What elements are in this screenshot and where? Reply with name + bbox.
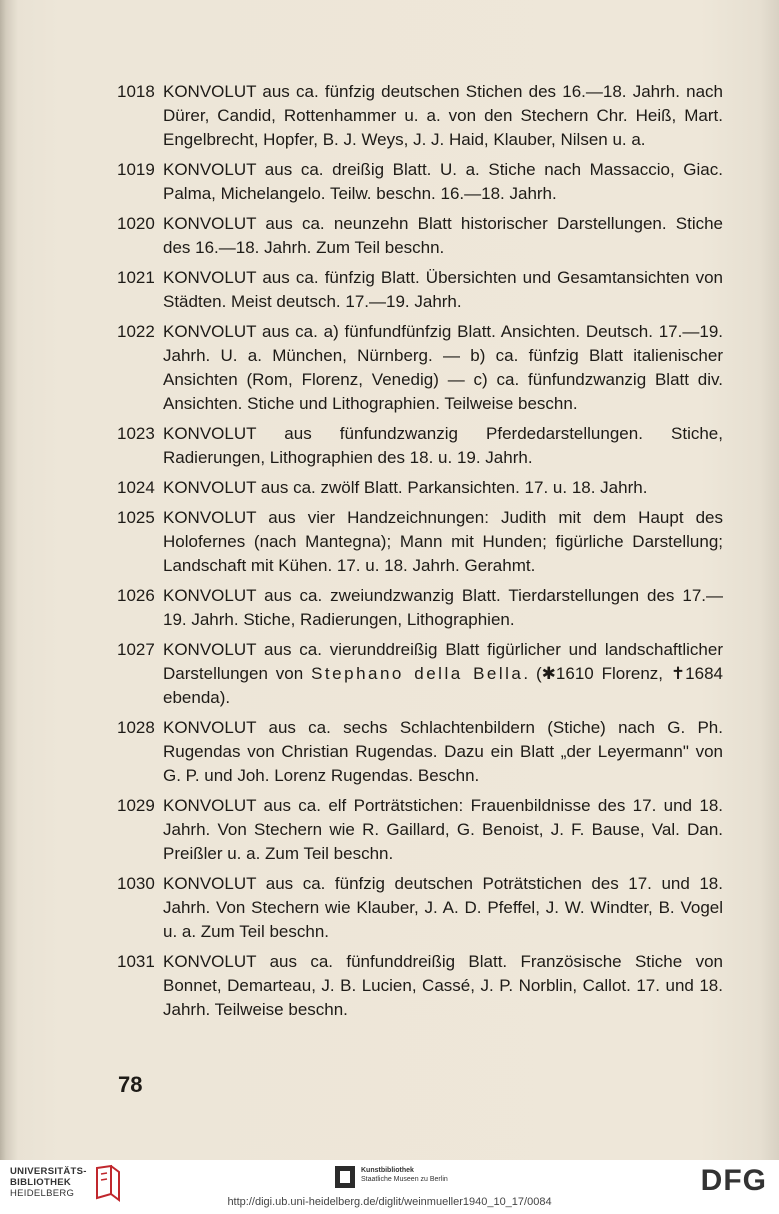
lot-number: 1031 bbox=[117, 952, 155, 971]
lot-number: 1025 bbox=[117, 508, 155, 527]
lot-description: KONVOLUT aus ca. fünfunddreißig Blatt. Französische Stiche von Bonnet, Demarteau, J. B. Lucien, Cassé, J. P. Norblin, Callot. 17. und 18. Jahrh. Teilweise beschn. bbox=[163, 952, 723, 1019]
lot-description: KONVOLUT aus ca. neunzehn Blatt historischer Darstellungen. Stiche des 16.—18. Jahrh. Zum Teil beschn. bbox=[163, 214, 723, 257]
catalog-entry bbox=[117, 476, 723, 500]
lot-number: 1024 bbox=[117, 478, 155, 497]
page-number: 78 bbox=[118, 1072, 143, 1097]
catalog-entry bbox=[117, 872, 723, 944]
catalog-entry bbox=[117, 158, 723, 206]
lot-description: KONVOLUT aus ca. a) fünfundfünfzig Blatt. Ansichten. Deutsch. 17.—19. Jahrh. U. a. München, Nürnberg. — b) ca. fünfzig Blatt italienischer Ansichten (Rom, Florenz, Venedig) — c) ca. fünfundzwanzig Blatt div. Ansichten. Stiche und Lithographien. Teilweise beschn. bbox=[163, 322, 723, 413]
lot-description: KONVOLUT aus ca. elf Porträtstichen: Frauenbildnisse des 17. und 18. Jahrh. Von Stechern wie R. Gaillard, G. Benoist, J. F. Bause, Val. Dan. Preißler u. a. Zum Teil beschn. bbox=[163, 796, 723, 863]
catalog-entry bbox=[117, 80, 723, 152]
catalog-entry bbox=[117, 950, 723, 1022]
catalog-entry bbox=[117, 266, 723, 314]
artist-name: Stephano della Bella bbox=[311, 664, 524, 683]
lot-description: KONVOLUT aus vier Handzeichnungen: Judith mit dem Haupt des Holofernes (nach Mantegna); Mann mit Hunden; figürliche Darstellung; Landschaft mit Kühen. 17. u. 18. Jahrh. Gerahmt. bbox=[163, 508, 723, 575]
ub-line1: UNIVERSITÄTS- bbox=[10, 1166, 87, 1177]
lot-description-pre: KONVOLUT aus ca. vierunddreißig Blatt figürlicher und landschaftlicher Darstellungen von bbox=[163, 640, 723, 683]
kunstbibliothek-logo[interactable] bbox=[335, 1166, 448, 1188]
lot-number: 1020 bbox=[117, 214, 155, 233]
lot-number: 1030 bbox=[117, 874, 155, 893]
catalog-entries bbox=[117, 80, 723, 1028]
catalog-entry bbox=[117, 794, 723, 866]
lot-description: KONVOLUT aus ca. zwölf Blatt. Parkansichten. 17. u. 18. Jahrh. bbox=[163, 478, 648, 497]
kb-line1: Kunstbibliothek bbox=[361, 1167, 414, 1174]
catalog-entry bbox=[117, 506, 723, 578]
lot-description: KONVOLUT aus ca. zweiundzwanzig Blatt. Tierdarstellungen des 17.—19. Jahrh. Stiche, Radierungen, Lithographien. bbox=[163, 586, 723, 629]
lot-description: KONVOLUT aus ca. fünfzig Blatt. Übersichten und Gesamtansichten von Städten. Meist deutsch. 17.—19. Jahrh. bbox=[163, 268, 723, 311]
lot-description: KONVOLUT aus ca. sechs Schlachtenbildern (Stiche) nach G. Ph. Rugendas von Christian Rugendas. Dazu ein Blatt „der Leyermann" von G. P. und Joh. Lorenz Rugendas. Beschn. bbox=[163, 718, 723, 785]
lot-description-post: . (✱1610 Florenz, ✝1684 ebenda). bbox=[163, 664, 723, 707]
kunstbibliothek-icon bbox=[335, 1166, 355, 1188]
ub-line3: HEIDELBERG bbox=[10, 1188, 75, 1199]
catalog-entry bbox=[117, 320, 723, 416]
permalink[interactable]: http://digi.ub.uni-heidelberg.de/diglit/weinmueller1940_10_17/0084 bbox=[227, 1196, 552, 1208]
lot-description: KONVOLUT aus ca. fünfzig deutschen Stichen des 16.—18. Jahrh. nach Dürer, Candid, Rottenhammer u. a. von den Stechern Chr. Heiß, Mart. Engelbrecht, Hopfer, B. J. Weys, J. J. Haid, Klauber, Nilsen u. a. bbox=[163, 82, 723, 149]
catalog-entry bbox=[117, 212, 723, 260]
catalog-entry bbox=[117, 716, 723, 788]
ub-line2: BIBLIOTHEK bbox=[10, 1177, 72, 1188]
lot-description bbox=[163, 638, 723, 710]
lot-number: 1027 bbox=[117, 640, 155, 659]
lot-number: 1022 bbox=[117, 322, 155, 341]
kb-line2: Staatliche Museen zu Berlin bbox=[361, 1176, 448, 1183]
lot-number: 1029 bbox=[117, 796, 155, 815]
lot-description: KONVOLUT aus ca. dreißig Blatt. U. a. Stiche nach Massaccio, Giac. Palma, Michelangelo. Teilw. beschn. 16.—18. Jahrh. bbox=[163, 160, 723, 203]
lot-description: KONVOLUT aus fünfundzwanzig Pferdedarstellungen. Stiche, Radierungen, Lithographien des 18. u. 19. Jahrh. bbox=[163, 424, 723, 467]
catalog-entry bbox=[117, 638, 723, 710]
lot-number: 1028 bbox=[117, 718, 155, 737]
lot-number: 1019 bbox=[117, 160, 155, 179]
catalog-entry bbox=[117, 584, 723, 632]
dfg-logo[interactable]: DFG bbox=[700, 1164, 767, 1197]
lot-number: 1021 bbox=[117, 268, 155, 287]
lot-number: 1023 bbox=[117, 424, 155, 443]
lot-description: KONVOLUT aus ca. fünfzig deutschen Poträtstichen des 17. und 18. Jahrh. Von Stechern wie Klauber, J. A. D. Pfeffel, J. W. Windter, B. Vogel u. a. Zum Teil beschn. bbox=[163, 874, 723, 941]
catalog-entry bbox=[117, 422, 723, 470]
lot-number: 1026 bbox=[117, 586, 155, 605]
lot-number: 1018 bbox=[117, 82, 155, 101]
